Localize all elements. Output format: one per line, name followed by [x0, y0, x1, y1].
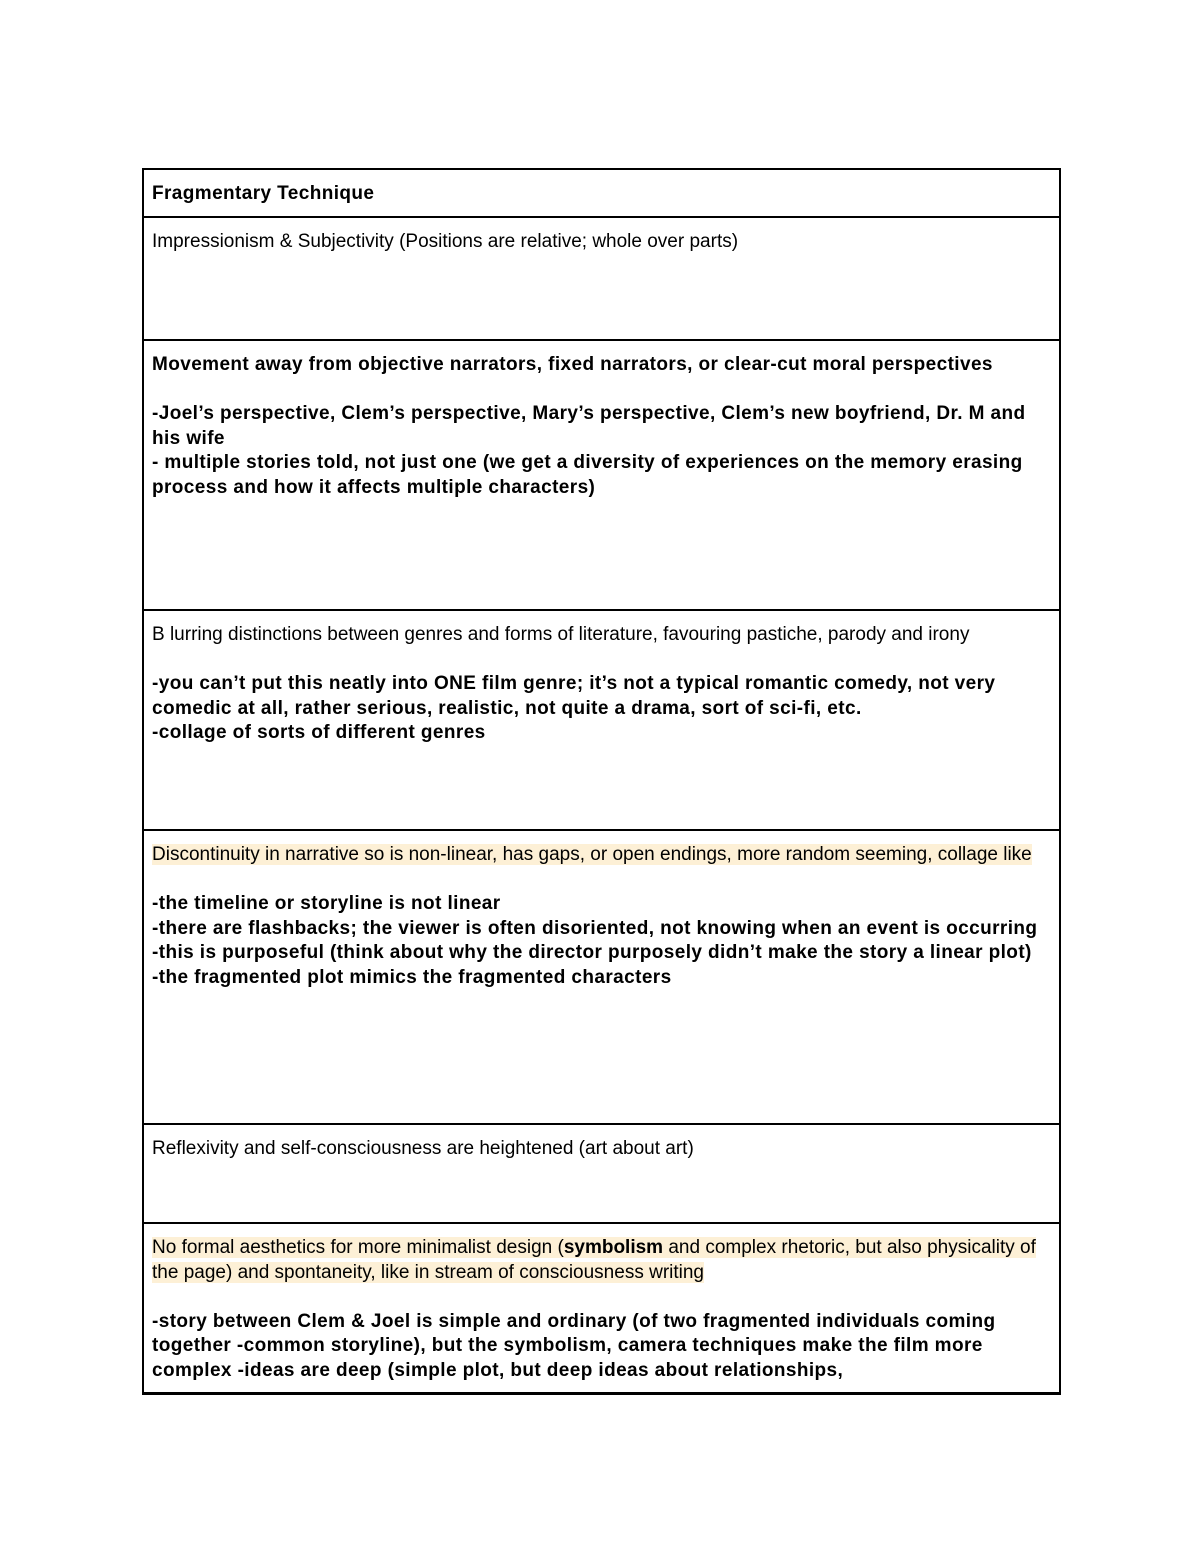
document-table [142, 168, 1061, 1395]
row-note: -there are flashbacks; the viewer is often disoriented, not knowing when an event is occurring [152, 917, 1038, 939]
table-header-row [144, 170, 1059, 218]
row-heading: B lurring distinctions between genres and forms of literature, favouring pastiche, parody and irony [152, 624, 970, 645]
row-note: -you can’t put this neatly into ONE film genre; it’s not a typical romantic comedy, not very comedic at all, rather serious, realistic, not quite a drama, sort of sci-fi, etc. [152, 673, 996, 719]
row-heading [152, 843, 1051, 868]
row-heading: Movement away from objective narrators, fixed narrators, or clear-cut moral perspectives [152, 354, 993, 375]
row-note: -collage of sorts of different genres [152, 722, 486, 743]
row-heading: Reflexivity and self-consciousness are heightened (art about art) [152, 1138, 694, 1159]
table-row [144, 611, 1059, 831]
heading-text: and complex rhetoric, but also physicality of the page) and spontaneity, like in stream of consciousness writing [152, 1237, 1036, 1283]
highlighted-heading: Discontinuity in narrative so is non-linear, has gaps, or open endings, more random seeming, collage like [152, 844, 1032, 865]
table-row [144, 1224, 1059, 1395]
row-heading [152, 1236, 1051, 1285]
heading-text: No formal aesthetics for more minimalist design ( [152, 1237, 564, 1258]
table-title: Fragmentary Technique [152, 183, 375, 204]
table-row [144, 1125, 1059, 1224]
table-row [144, 218, 1059, 341]
heading-emphasis: symbolism [563, 1237, 664, 1258]
highlighted-heading [152, 1237, 1036, 1283]
row-note: -the fragmented plot mimics the fragmented characters [152, 966, 672, 988]
row-note: -the timeline or storyline is not linear [152, 893, 501, 914]
row-note: -Joel’s perspective, Clem’s perspective, Mary’s perspective, Clem’s new boyfriend, Dr. M and his wife [152, 403, 1026, 449]
row-note: -this is purposeful (think about why the director purposely didn’t make the story a linear plot) [152, 942, 1032, 963]
row-note: -story between Clem & Joel is simple and ordinary (of two fragmented individuals coming together -common storyline), but the symbolism, camera techniques make the film more complex -ideas are deep (simple plot, but deep ideas about relationships, [152, 1310, 996, 1381]
row-note: - multiple stories told, not just one (we get a diversity of experiences on the memory erasing process and how it affects multiple characters) [152, 452, 1023, 498]
table-row [144, 341, 1059, 611]
row-heading: Impressionism & Subjectivity (Positions are relative; whole over parts) [152, 231, 739, 252]
table-row [144, 831, 1059, 1125]
